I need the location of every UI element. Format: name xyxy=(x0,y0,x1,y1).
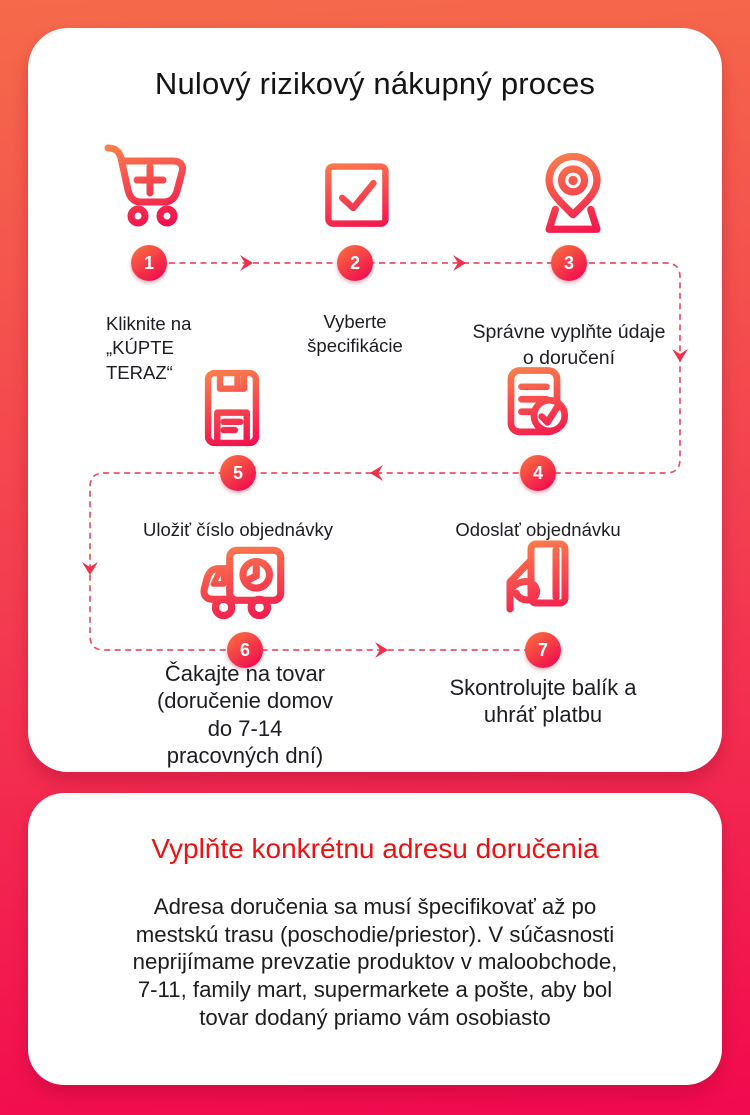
step-label-2: Vyberte špecifikácie xyxy=(307,311,403,357)
step-badge-3: 3 xyxy=(551,245,587,281)
address-note-body: Adresa doručenia sa musí špecifikovať až po mestskú trasu (poschodie/priestor). V súčasnosti neprijímame prevzatie produktov v maloobchode, 7-11, family mart, supermarkete a pošte, aby bol tovar dodaný priamo vám osobiasto xyxy=(132,894,618,1030)
order-document-check-icon xyxy=(486,358,582,454)
address-note-title: Vyplňte konkrétnu adresu doručenia xyxy=(151,833,599,864)
process-card xyxy=(28,28,722,772)
step-badge-5: 5 xyxy=(220,455,256,491)
step-label-4: Odoslať objednávku xyxy=(455,519,621,540)
delivery-truck-icon xyxy=(186,534,302,636)
step-label-3: Správne vyplňte údaje o doručení xyxy=(472,321,666,369)
location-pin-icon xyxy=(520,144,624,248)
step-label-1: Kliknite na „KÚPTE TERAZ“ xyxy=(106,313,192,383)
step-label-5: Uložiť číslo objednávky xyxy=(143,519,333,540)
step-label-6: Čakajte na tovar (doručenie domov do 7-14 pracovných dní) xyxy=(156,661,334,768)
step-badge-7: 7 xyxy=(525,632,561,668)
address-note-card xyxy=(28,793,722,1085)
step-badge-4: 4 xyxy=(520,455,556,491)
step-badge-2: 2 xyxy=(337,245,373,281)
hand-holding-card-icon xyxy=(490,532,590,632)
step-label-7: Skontrolujte balík a uhráť platbu xyxy=(449,675,637,728)
checkbox-checked-icon xyxy=(310,150,402,242)
process-card-title: Nulový rizikový nákupný proces xyxy=(154,66,596,101)
step-badge-1: 1 xyxy=(131,245,167,281)
step-badge-6: 6 xyxy=(227,632,263,668)
cart-plus-icon xyxy=(98,134,198,234)
